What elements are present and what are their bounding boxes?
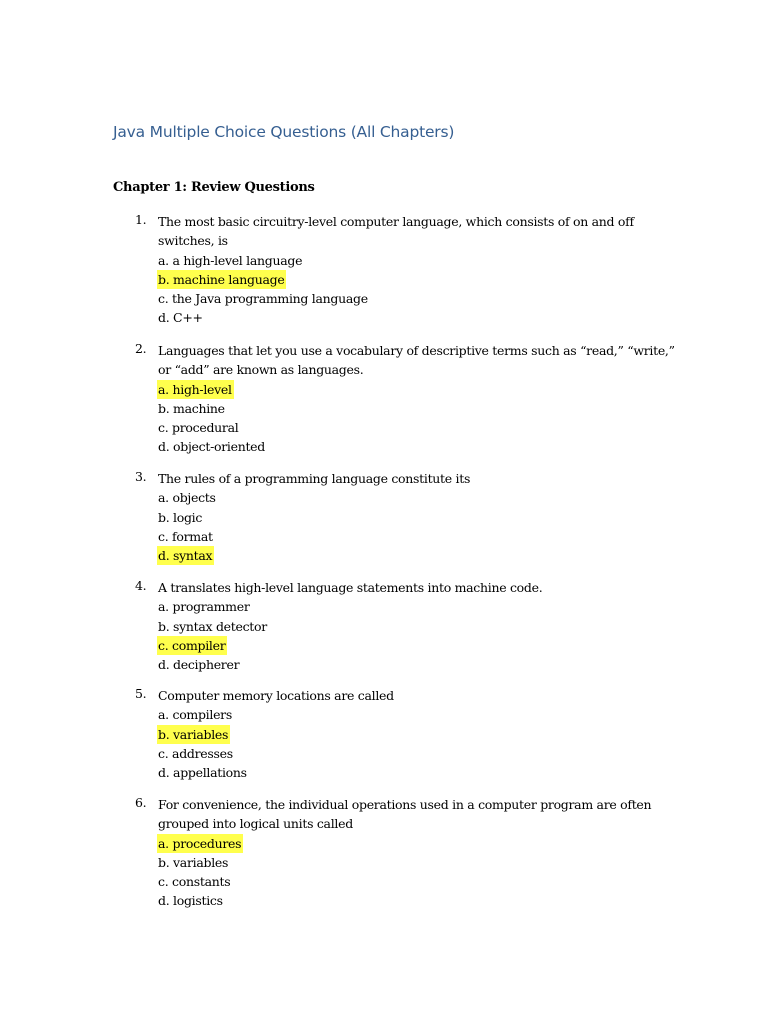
question-body xyxy=(158,341,678,457)
question-text-line: A translates high-level language statements into machine code. xyxy=(158,580,543,595)
answer-choice-correct xyxy=(158,636,678,655)
question-text xyxy=(158,578,678,597)
answer-choice xyxy=(158,891,678,910)
answer-label: d. C++ xyxy=(158,310,203,326)
answer-choice xyxy=(158,399,678,418)
answer-choice xyxy=(158,508,678,527)
question-text-line: Languages that let you use a vocabulary of descriptive terms such as “read,” “write,” xyxy=(158,343,675,358)
answer-label: b. syntax detector xyxy=(158,618,267,634)
answer-choice xyxy=(158,763,678,782)
answer-label: d. decipherer xyxy=(158,657,240,673)
answer-label: a. objects xyxy=(158,490,216,506)
answer-choice xyxy=(158,597,678,616)
question-number: 5. xyxy=(135,686,147,701)
answer-label: b. logic xyxy=(158,509,203,525)
answer-choice-correct xyxy=(158,546,678,565)
question-text-line: switches, is xyxy=(158,233,228,249)
question-text xyxy=(158,341,678,380)
answer-label: c. procedural xyxy=(158,420,239,436)
answer-choice xyxy=(158,853,678,872)
highlighted-answer-label: a. procedures xyxy=(157,834,243,853)
question-number: 4. xyxy=(135,578,147,593)
question-number: 1. xyxy=(135,212,147,227)
answer-label: c. constants xyxy=(158,874,231,890)
answer-choice xyxy=(158,308,678,327)
answer-label: c. addresses xyxy=(158,745,233,761)
question-text-line: The rules of a programming language constitute its xyxy=(158,471,471,486)
question-number: 6. xyxy=(135,795,147,810)
answer-label: a. compilers xyxy=(158,707,232,723)
answer-choices xyxy=(158,597,678,674)
question-number: 2. xyxy=(135,341,147,356)
question-text-line: or “add” are known as languages. xyxy=(158,362,364,378)
question-number: 3. xyxy=(135,469,147,484)
highlighted-answer-label: c. compiler xyxy=(157,636,227,655)
highlighted-answer-label: b. machine language xyxy=(157,270,286,289)
answer-choices xyxy=(158,488,678,565)
question-text-line: For convenience, the individual operations used in a computer program are often xyxy=(158,797,652,812)
question-body xyxy=(158,469,678,565)
answer-choice-correct xyxy=(158,380,678,399)
document-title: Java Multiple Choice Questions (All Chapters) xyxy=(113,123,455,141)
answer-label: c. the Java programming language xyxy=(158,291,368,307)
highlighted-answer-label: a. high-level xyxy=(157,380,234,399)
answer-label: d. logistics xyxy=(158,893,223,909)
answer-choices xyxy=(158,251,678,328)
answer-label: b. variables xyxy=(158,854,229,870)
question-body xyxy=(158,578,678,674)
answer-choice xyxy=(158,744,678,763)
answer-choice xyxy=(158,617,678,636)
answer-choice xyxy=(158,418,678,437)
answer-choices xyxy=(158,834,678,911)
highlighted-answer-label: b. variables xyxy=(157,725,230,744)
answer-choice xyxy=(158,289,678,308)
answer-choices xyxy=(158,380,678,457)
question-text-line: The most basic circuitry-level computer language, which consists of on and off xyxy=(158,214,634,229)
answer-choice xyxy=(158,437,678,456)
question-body xyxy=(158,686,678,782)
answer-label: a. a high-level language xyxy=(158,252,303,268)
answer-label: b. machine xyxy=(158,400,225,416)
question-text xyxy=(158,469,678,488)
answer-choices xyxy=(158,705,678,782)
answer-choice-correct xyxy=(158,725,678,744)
answer-choice xyxy=(158,655,678,674)
answer-choice-correct xyxy=(158,834,678,853)
answer-choice xyxy=(158,527,678,546)
answer-choice xyxy=(158,488,678,507)
answer-choice-correct xyxy=(158,270,678,289)
question-text-line: Computer memory locations are called xyxy=(158,688,394,703)
answer-choice xyxy=(158,251,678,270)
question-body xyxy=(158,212,678,328)
question-text-line: grouped into logical units called xyxy=(158,816,353,832)
answer-label: d. appellations xyxy=(158,765,247,781)
question-body xyxy=(158,795,678,911)
question-text xyxy=(158,795,678,834)
answer-choice xyxy=(158,705,678,724)
question-text xyxy=(158,212,678,251)
highlighted-answer-label: d. syntax xyxy=(157,546,214,565)
answer-label: a. programmer xyxy=(158,599,250,615)
answer-label: c. format xyxy=(158,528,213,544)
chapter-heading: Chapter 1: Review Questions xyxy=(113,180,315,195)
answer-choice xyxy=(158,872,678,891)
question-text xyxy=(158,686,678,705)
answer-label: d. object-oriented xyxy=(158,439,265,455)
